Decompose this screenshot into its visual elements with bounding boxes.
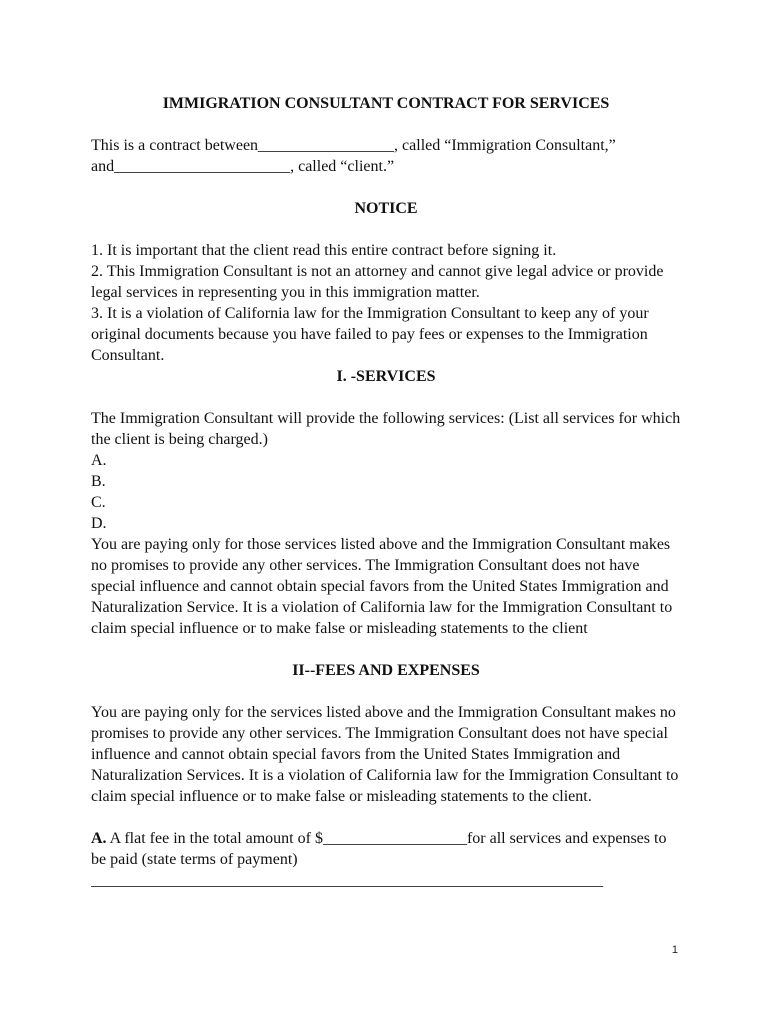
spacer [91,177,681,198]
fees-heading: II--FEES AND EXPENSES [292,662,480,679]
services-heading: I. -SERVICES [336,368,436,385]
services-list [91,450,681,534]
fee-item-a-label: A. [91,830,107,847]
intro-line-2: and______________________, called “client.” [91,158,395,175]
fee-item-a-blank-line: ________________________________________________________________ [91,872,603,889]
document-title: IMMIGRATION CONSULTANT CONTRACT FOR SERVICES [162,95,610,112]
services-paragraph: You are paying only for those services listed above and the Immigration Consultant makes no promises to provide any other services. The Immigration Consultant does not have special influence and cannot obtain special favors from the United States Immigration and Naturalization Service. It is a violation of California law for the Immigration Consultant to claim special influence or to make false or misleading statements to the client [91,536,673,637]
spacer [91,681,681,702]
page-number: 1 [671,944,678,956]
fee-item-a [91,828,681,870]
notice-item-3: 3. It is a violation of California law for the Immigration Consultant to keep any of your original documents because you have failed to pay fees or expenses to the Immigration Consultant. [91,305,649,364]
service-item-b: B. [91,473,106,490]
spacer [91,219,681,240]
spacer [91,387,681,408]
fees-paragraph: You are paying only for the services listed above and the Immigration Consultant makes no promises to provide any other services. The Immigration Consultant does not have special influence and cannot obtain special favors from the United States Immigration and Naturalization Services. It is a violation of California law for the Immigration Consultant to claim special influence or to make false or misleading statements to the client. [91,704,679,805]
services-intro: The Immigration Consultant will provide the following services: (List all services for which the client is being charged.) [91,410,681,448]
service-item-c: C. [91,494,106,511]
document-body [91,93,681,891]
service-item-a: A. [91,452,107,469]
notice-item-1: 1. It is important that the client read this entire contract before signing it. [91,242,557,259]
notice-list [91,240,681,366]
notice-item-2: 2. This Immigration Consultant is not an attorney and cannot give legal advice or provide legal services in representing you in this immigration matter. [91,263,664,301]
notice-heading: NOTICE [354,200,418,217]
intro-line-1: This is a contract between_________________, called “Immigration Consultant,” [91,137,616,154]
spacer [91,807,681,828]
service-item-d: D. [91,515,107,532]
spacer [91,639,681,660]
fee-item-a-text: A flat fee in the total amount of $__________________for all services and expenses to be paid (state terms of payment) [91,830,667,868]
